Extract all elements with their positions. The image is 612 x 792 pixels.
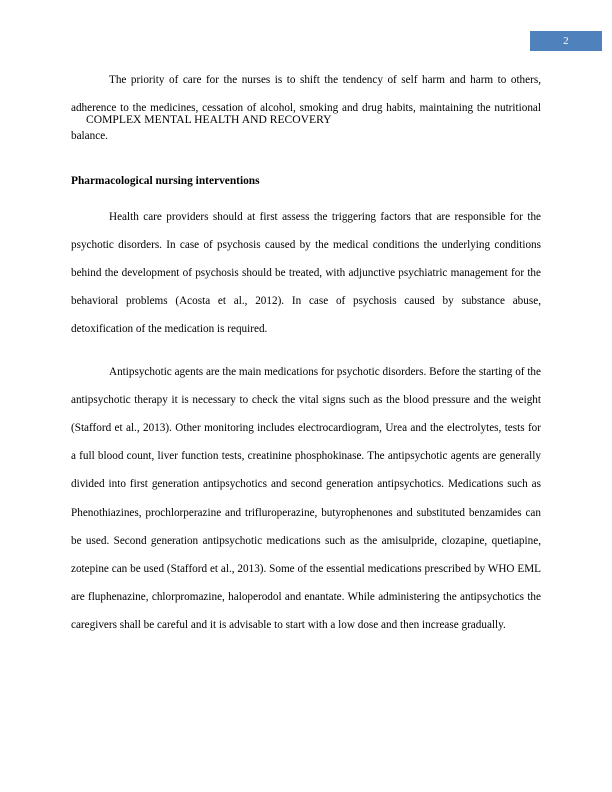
- paragraph-assessment: Health care providers should at first assess the triggering factors that are responsible for the psychotic disorders. In case of psychosis caused by the medical conditions the underlying conditions behind the development of psychosis should be treated, with adjunctive psychiatric management for the behavioral problems (Acosta et al., 2012). In case of psychosis caused by substance abuse, detoxification of the medication is required.: [71, 210, 541, 336]
- document-body: [71, 66, 541, 640]
- paragraph-antipsychotics: Antipsychotic agents are the main medications for psychotic disorders. Before the starting of the antipsychotic therapy it is necessary to check the vital signs such as the blood pressure and the weight (Stafford et al., 2013). Other monitoring includes electrocardiogram, Urea and the electrolytes, tests for a full blood count, liver function tests, creatinine phosphokinase. The antipsychotic agents are generally divided into first generation antipsychotics and second generation antipsychotics. Medications such as Phenothiazines, prochlorperazine and trifluroperazine, butyrophenones and substituted benzamides can be used. Second generation antipsychotic medications such as the amisulpride, clozapine, quetiapine, zotepine can be used (Stafford et al., 2013). Some of the essential medications prescribed by WHO EML are fluphenazine, chlorpromazine, haloperodol and enantate. While administering the antipsychotics the caregivers shall be careful and it is advisable to start with a low dose and then increase gradually.: [71, 365, 541, 632]
- spacer: [71, 189, 541, 203]
- running-title: COMPLEX MENTAL HEALTH AND RECOVERY: [86, 113, 332, 126]
- paragraph-intro: The priority of care for the nurses is to shift the tendency of self harm and harm to others, adherence to the medicines, cessation of alcohol, smoking and drug habits, maintaining the nutritional balance.: [71, 74, 541, 143]
- spacer: [71, 151, 541, 173]
- section-heading-pharmacological: Pharmacological nursing interventions: [71, 174, 260, 187]
- page-number-badge: 2: [530, 31, 602, 51]
- spacer: [71, 344, 541, 358]
